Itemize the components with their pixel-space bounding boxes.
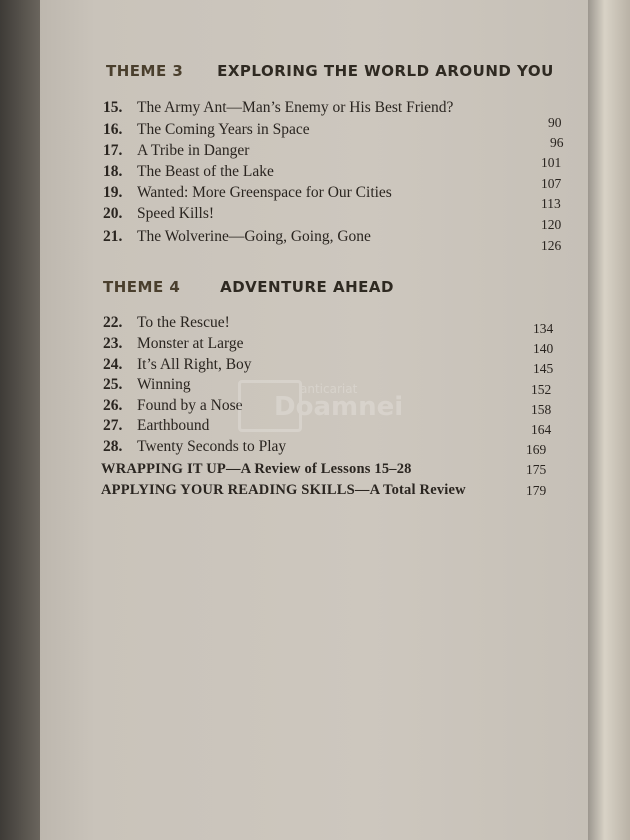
toc-entry: 27. Earthbound: [103, 417, 210, 434]
toc-page-number: 152: [531, 382, 552, 397]
toc-page-number: 179: [526, 483, 547, 498]
toc-entry: 28. Twenty Seconds to Play: [103, 438, 287, 455]
toc-page-number: 158: [531, 402, 552, 417]
toc-entry: 25. Winning: [103, 376, 191, 393]
toc-entry: 19. Wanted: More Greenspace for Our Cities: [103, 184, 392, 201]
toc-entry: 18. The Beast of the Lake: [103, 163, 274, 180]
toc-page-number: 126: [541, 238, 562, 253]
toc-page-number: 90: [548, 115, 562, 130]
toc-entry: 26. Found by a Nose: [103, 397, 243, 414]
theme-3-title: EXPLORING THE WORLD AROUND YOU: [217, 62, 554, 80]
book-gutter: [0, 0, 40, 840]
toc-entry: 20. Speed Kills!: [103, 205, 215, 222]
page-edge: [588, 0, 630, 840]
toc-entry: 15. The Army Ant—Man’s Enemy or His Best Friend?: [103, 99, 454, 116]
toc-entry: 22. To the Rescue!: [103, 314, 230, 331]
review-entry: WRAPPING IT UP—A Review of Lessons 15–28: [101, 461, 412, 477]
toc-entry: 23. Monster at Large: [103, 335, 244, 352]
watermark-logo: [238, 380, 404, 440]
toc-entry: 17. A Tribe in Danger: [103, 142, 250, 159]
toc-page-number: 169: [526, 442, 547, 457]
toc-page-number: 145: [533, 361, 554, 376]
theme-4-label: THEME 4: [103, 278, 181, 296]
toc-entry: 21. The Wolverine—Going, Going, Gone: [103, 228, 371, 245]
theme-4-heading: [103, 278, 394, 296]
toc-page-number: 107: [541, 176, 562, 191]
toc-entry: 16. The Coming Years in Space: [103, 121, 310, 138]
toc-page-number: 96: [550, 135, 564, 150]
toc-page-number: 113: [541, 196, 561, 211]
toc-page-number: 175: [526, 462, 547, 477]
toc-entry: 24. It’s All Right, Boy: [103, 356, 252, 373]
theme-3-heading: [106, 62, 554, 80]
toc-page-number: 164: [531, 422, 552, 437]
review-entry: APPLYING YOUR READING SKILLS—A Total Review: [101, 482, 466, 498]
theme-4-title: ADVENTURE AHEAD: [220, 278, 394, 296]
toc-page-number: 134: [533, 321, 554, 336]
toc-page-number: 140: [533, 341, 554, 356]
theme-3-label: THEME 3: [106, 62, 184, 80]
watermark-big-text: Doamnei: [274, 392, 404, 422]
toc-page-number: 120: [541, 217, 562, 232]
watermark-small-text: anticariat: [300, 382, 358, 396]
toc-page-number: 101: [541, 155, 562, 170]
